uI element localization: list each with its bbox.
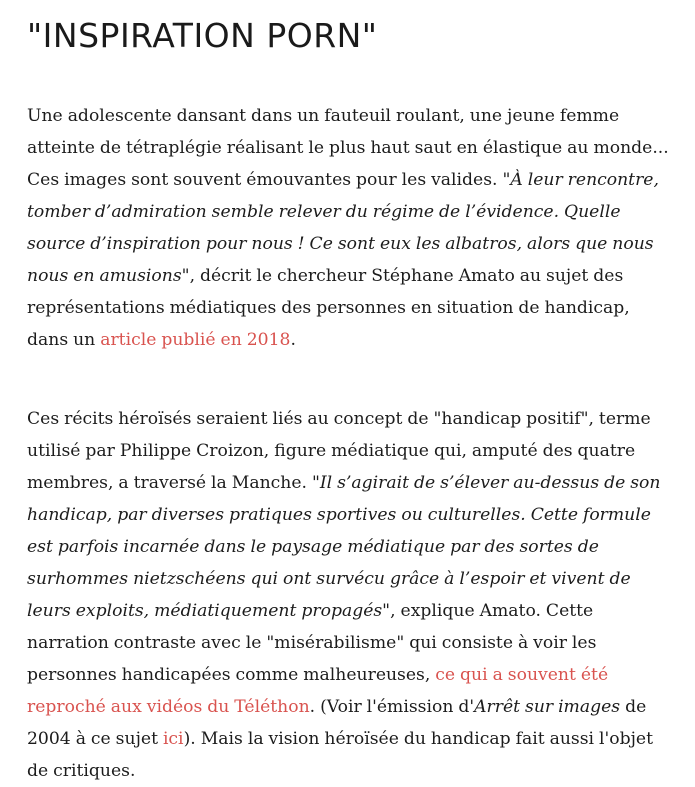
article-body [27,0,673,787]
paragraph-2-attribution: , explique Amato. Cette narration contraste avec le "misérabilisme" qui consiste à voir les personnes handicapées comme malheureuses, [27,601,597,685]
paragraph-2 [27,403,673,787]
telethon-criticism-link[interactable]: ce qui a souvent été reproché aux vidéos du Téléthon [27,665,609,717]
section-heading: "INSPIRATION PORN" [27,16,378,55]
show-title: Arrêt sur images [474,697,621,717]
paragraph-1-intro: Une adolescente dansant dans un fauteuil roulant, une jeune femme atteinte de tétraplégie réalisant le plus haut saut en élastique au monde... Ces images sont souvent émouvantes pour les valides. [27,106,669,190]
paragraph-2-intro: Ces récits héroïsés seraient liés au concept de "handicap positif", terme utilisé par Philippe Croizon, figure médiatique qui, amputé des quatre membres, a traversé la Manche. [27,409,651,493]
paragraph-1-end: . [290,330,296,350]
paragraph-2-middle: . (Voir l'émission d' [309,697,475,717]
paragraph-2-quote: "Il s’agirait de s’élever au-dessus de son handicap, par diverses pratiques sportives ou culturelles. Cette formule est parfois incarnée dans le paysage médiatique par des sortes de surhommes nietzschéens qui ont survécu grâce à l’espoir et vivent de leurs exploits, médiatiquement propagés" [27,473,661,621]
ici-link[interactable]: ici [162,729,184,749]
paragraph-1-quote: "À leur rencontre, tomber d’admiration semble relever du régime de l’évidence. Quelle source d’inspiration pour nous ! Ce sont eux les albatros, alors que nous nous en amusions" [27,170,659,286]
paragraph-2-before-link: de 2004 à ce sujet [27,697,647,749]
article-2018-link[interactable]: article publié en 2018 [100,330,291,350]
paragraph-2-end: ). Mais la vision héroïsée du handicap fait aussi l'objet de critiques. [27,729,653,781]
paragraph-1-attribution: , décrit le chercheur Stéphane Amato au sujet des représentations médiatiques des personnes en situation de handicap, dans un [27,266,630,350]
paragraph-1 [27,100,673,356]
